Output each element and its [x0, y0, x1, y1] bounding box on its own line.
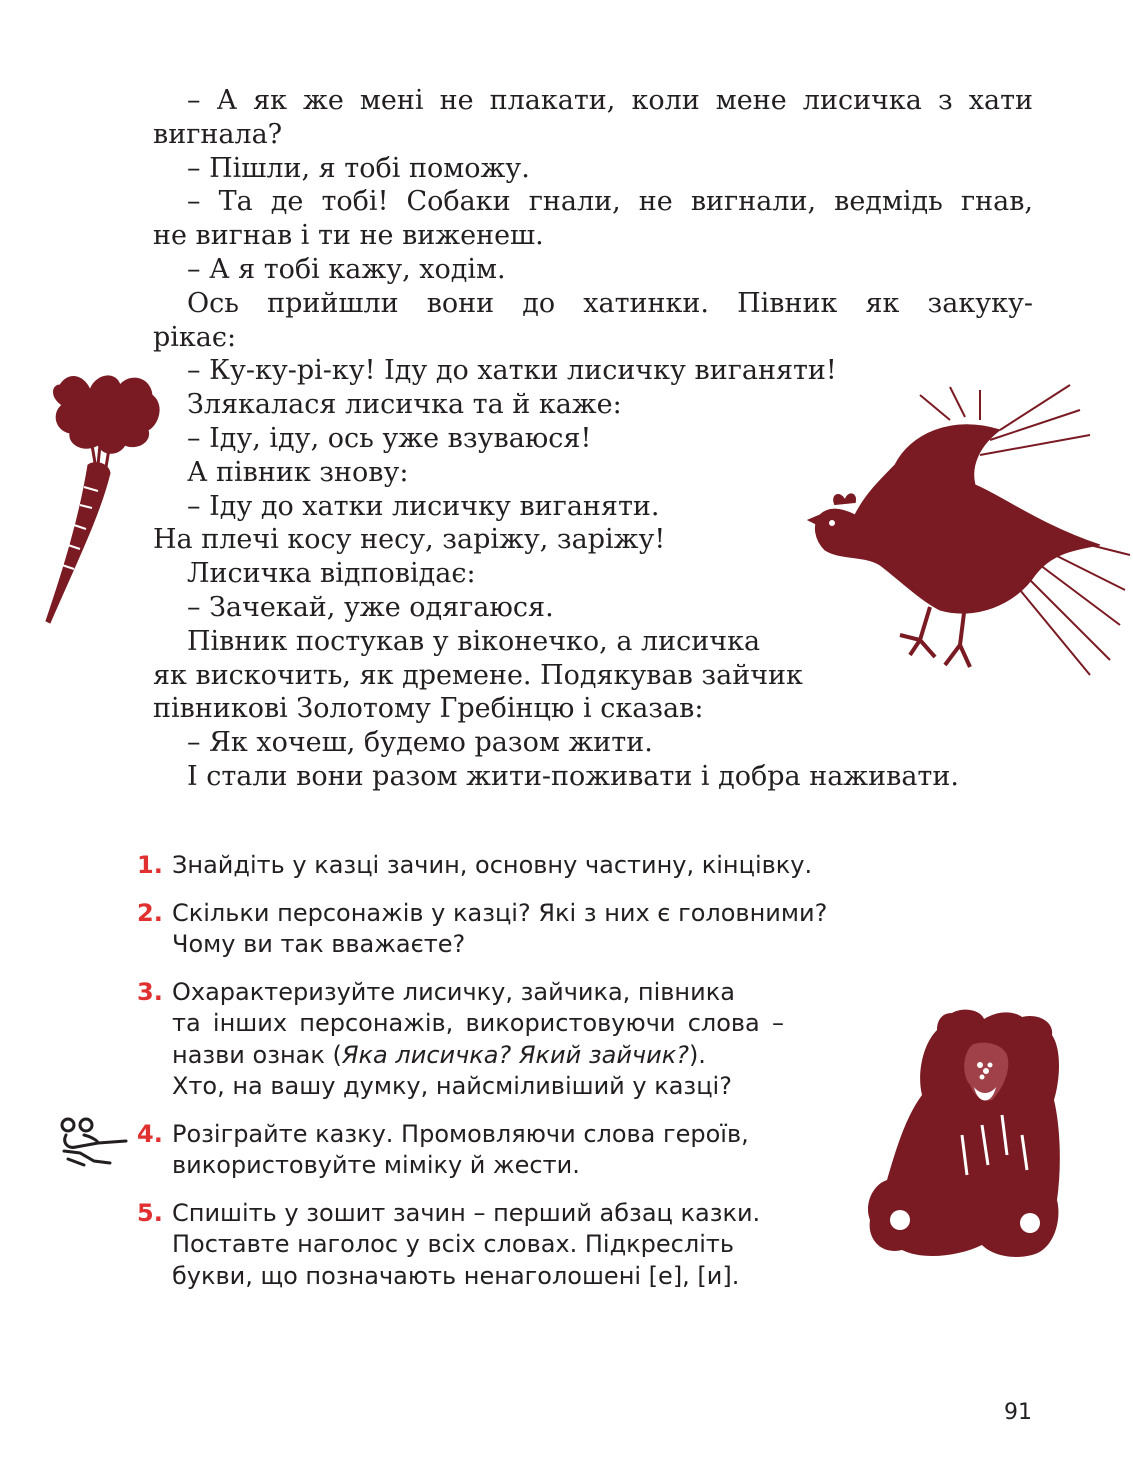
question-item: [137, 1119, 897, 1182]
story-line: І стали вони разом жити-поживати і добра наживати.: [187, 760, 959, 792]
story-line: Злякалася лисичка та й каже:: [187, 389, 622, 421]
question-italic-examples: Яка лисичка? Який зайчик?: [341, 1040, 689, 1069]
questions-list: [137, 850, 897, 1308]
question-line: Охарактеризуйте лисичку, зайчика, півника: [172, 977, 735, 1006]
carrot-icon: [40, 365, 170, 625]
bear-icon: [862, 1005, 1067, 1263]
question-line: Поставте наголос у всіх словах. Підкресліть: [172, 1230, 735, 1258]
story-line: – А як же мені не плакати, коли мене лисичка з хати: [187, 85, 1033, 116]
story-line: – Іду, іду, ось уже взуваюся!: [187, 422, 592, 454]
story-line: – Пішли, я тобі поможу.: [187, 152, 530, 184]
question-line: використовуйте міміку й жести.: [172, 1151, 580, 1179]
question-item: [137, 850, 897, 882]
story-line: – А я тобі кажу, ходім.: [187, 253, 506, 285]
question-item: [137, 898, 897, 961]
story-line: – Як хочеш, будемо разом жити.: [187, 727, 653, 759]
question-line: букви, що позначають ненаголошені [е], [и].: [172, 1261, 740, 1290]
question-line: Розіграйте казку. Промовляючи слова героїв,: [172, 1119, 749, 1148]
story-line: Ось прийшли вони до хатинки. Півник як закуку-: [187, 287, 1033, 319]
question-line: Хто, на вашу думку, найсміливіший у казці?: [172, 1072, 732, 1100]
question-item: [137, 977, 897, 1103]
story-line: – Та де тобі! Собаки гнали, не вигнали, ведмідь гнав,: [187, 186, 1033, 218]
story-line: вигнала?: [153, 118, 283, 150]
story-line: На плечі косу несу, заріжу, заріжу!: [153, 524, 666, 556]
story-line: – Ку-ку-рі-ку! Іду до хатки лисичку виганяти!: [187, 355, 837, 387]
question-line: та інших персонажів, використовуючи слова –: [172, 1009, 784, 1037]
page-number: 91: [1004, 1400, 1032, 1425]
question-number: 5.: [137, 1198, 163, 1227]
story-line: не вигнав і ти не виженеш.: [153, 220, 544, 252]
question-text: назви ознак (: [172, 1040, 342, 1069]
story-line: рікає:: [153, 321, 237, 353]
question-number: 3.: [137, 977, 163, 1006]
question-number: 1.: [137, 851, 163, 879]
story-line: А півник знову:: [187, 456, 409, 488]
story-line: – Іду до хатки лисичку виганяти.: [187, 490, 660, 522]
question-line: [172, 1040, 897, 1072]
rooster-icon: [800, 375, 1133, 700]
question-item: [137, 1198, 897, 1293]
story-line: Лисичка відповідає:: [187, 558, 476, 590]
question-line: Скільки персонажів у казці? Які з них є головними?: [172, 898, 828, 927]
question-text: ).: [688, 1040, 706, 1069]
story-line: Півник постукав у віконечко, а лисичка: [187, 625, 761, 657]
story-line: півникові Золотому Гребінцю і сказав:: [153, 693, 704, 725]
roleplay-icon: [58, 1117, 128, 1169]
story-line: як вискочить, як дремене. Подякував зайчик: [153, 659, 803, 691]
question-line: Спишіть у зошит зачин – перший абзац казки.: [172, 1198, 761, 1227]
question-number: 2.: [137, 898, 163, 927]
question-line: Чому ви так вважаєте?: [172, 930, 466, 958]
question-line: Знайдіть у казці зачин, основну частину, кінцівку.: [172, 851, 813, 879]
story-line: – Зачекай, уже одягаюся.: [187, 591, 554, 623]
question-number: 4.: [137, 1119, 163, 1148]
